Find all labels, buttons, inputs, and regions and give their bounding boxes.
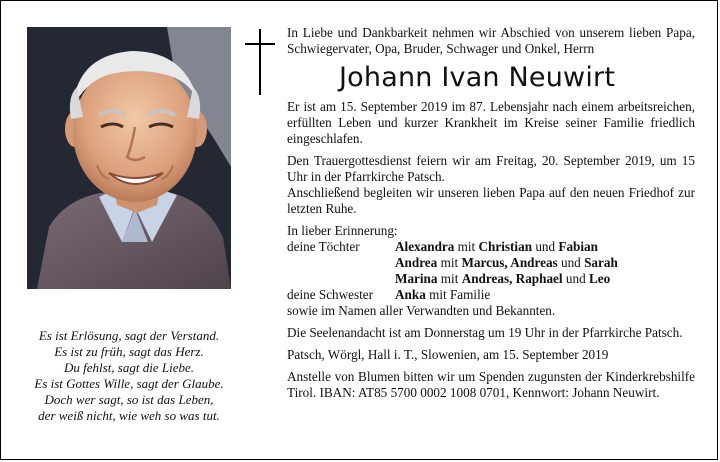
burial-paragraph: Anschließend begleiten wir unseren lieben Papa auf den neuen Friedhof zur letzten Ruhe. bbox=[287, 185, 695, 216]
portrait-illustration bbox=[27, 27, 231, 289]
quote-line: Es ist zu früh, sagt das Herz. bbox=[54, 344, 204, 359]
death-paragraph: Er ist am 15. September 2019 im 87. Lebensjahr nach einem arbeitsreichen, erfüllten Leben und kurzer Krankheit im Kreise seiner Familie friedlich eingeschlafen. bbox=[287, 99, 695, 146]
quote-line: Es ist Erlösung, sagt der Verstand. bbox=[38, 328, 220, 343]
quote-line: Du fehlst, sagt die Liebe. bbox=[64, 360, 194, 375]
places-date: Patsch, Wörgl, Hall i. T., Slowenien, am 15. September 2019 bbox=[287, 347, 609, 362]
cross-icon bbox=[245, 27, 275, 95]
service-paragraph: Den Trauergottesdienst feiern wir am Freitag, 20. September 2019, um 15 Uhr in der Pfarrkirche Patsch. bbox=[287, 153, 695, 184]
daughters-row bbox=[287, 255, 695, 271]
rosary-paragraph: Die Seelenandacht ist am Donnerstag um 19 Uhr in der Pfarrkirche Patsch. bbox=[287, 325, 683, 340]
family-line: Andrea mit Marcus, Andreas und Sarah bbox=[395, 255, 618, 270]
quote-block bbox=[13, 328, 245, 424]
memory-title: In lieber Erinnerung: bbox=[287, 223, 398, 238]
family-line: Marina mit Andreas, Raphael und Leo bbox=[395, 271, 611, 286]
quote-line: Es ist Gottes Wille, sagt der Glaube. bbox=[34, 376, 224, 391]
relatives-line: sowie im Namen aller Verwandten und Bekannten. bbox=[287, 303, 556, 318]
intro-paragraph: In Liebe und Dankbarkeit nehmen wir Abschied von unserem lieben Papa, Schwiegervater, Opa, Bruder, Schwager und Onkel, Herrn bbox=[287, 25, 695, 56]
donation-paragraph: Anstelle von Blumen bitten wir um Spenden zugunsten der Kinderkrebshilfe Tirol. IBAN: AT85 5700 0002 1008 0701, Kennwort: Johann Neuwirt. bbox=[287, 369, 695, 400]
daughters-row bbox=[287, 271, 695, 287]
quote-line: der weiß nicht, wie weh so was tut. bbox=[38, 408, 220, 423]
family-line: Alexandra mit Christian und Fabian bbox=[395, 239, 598, 254]
sister-label: deine Schwester bbox=[287, 287, 374, 302]
portrait-photo bbox=[27, 27, 231, 289]
daughters-row bbox=[287, 239, 695, 255]
sister-row bbox=[287, 287, 695, 303]
deceased-name: Johann Ivan Neuwirt bbox=[339, 62, 616, 93]
family-line: Anka mit Familie bbox=[395, 287, 491, 302]
obituary-text bbox=[287, 25, 695, 401]
quote-line: Doch wer sagt, so ist das Leben, bbox=[44, 392, 214, 407]
daughters-label: deine Töchter bbox=[287, 239, 360, 254]
